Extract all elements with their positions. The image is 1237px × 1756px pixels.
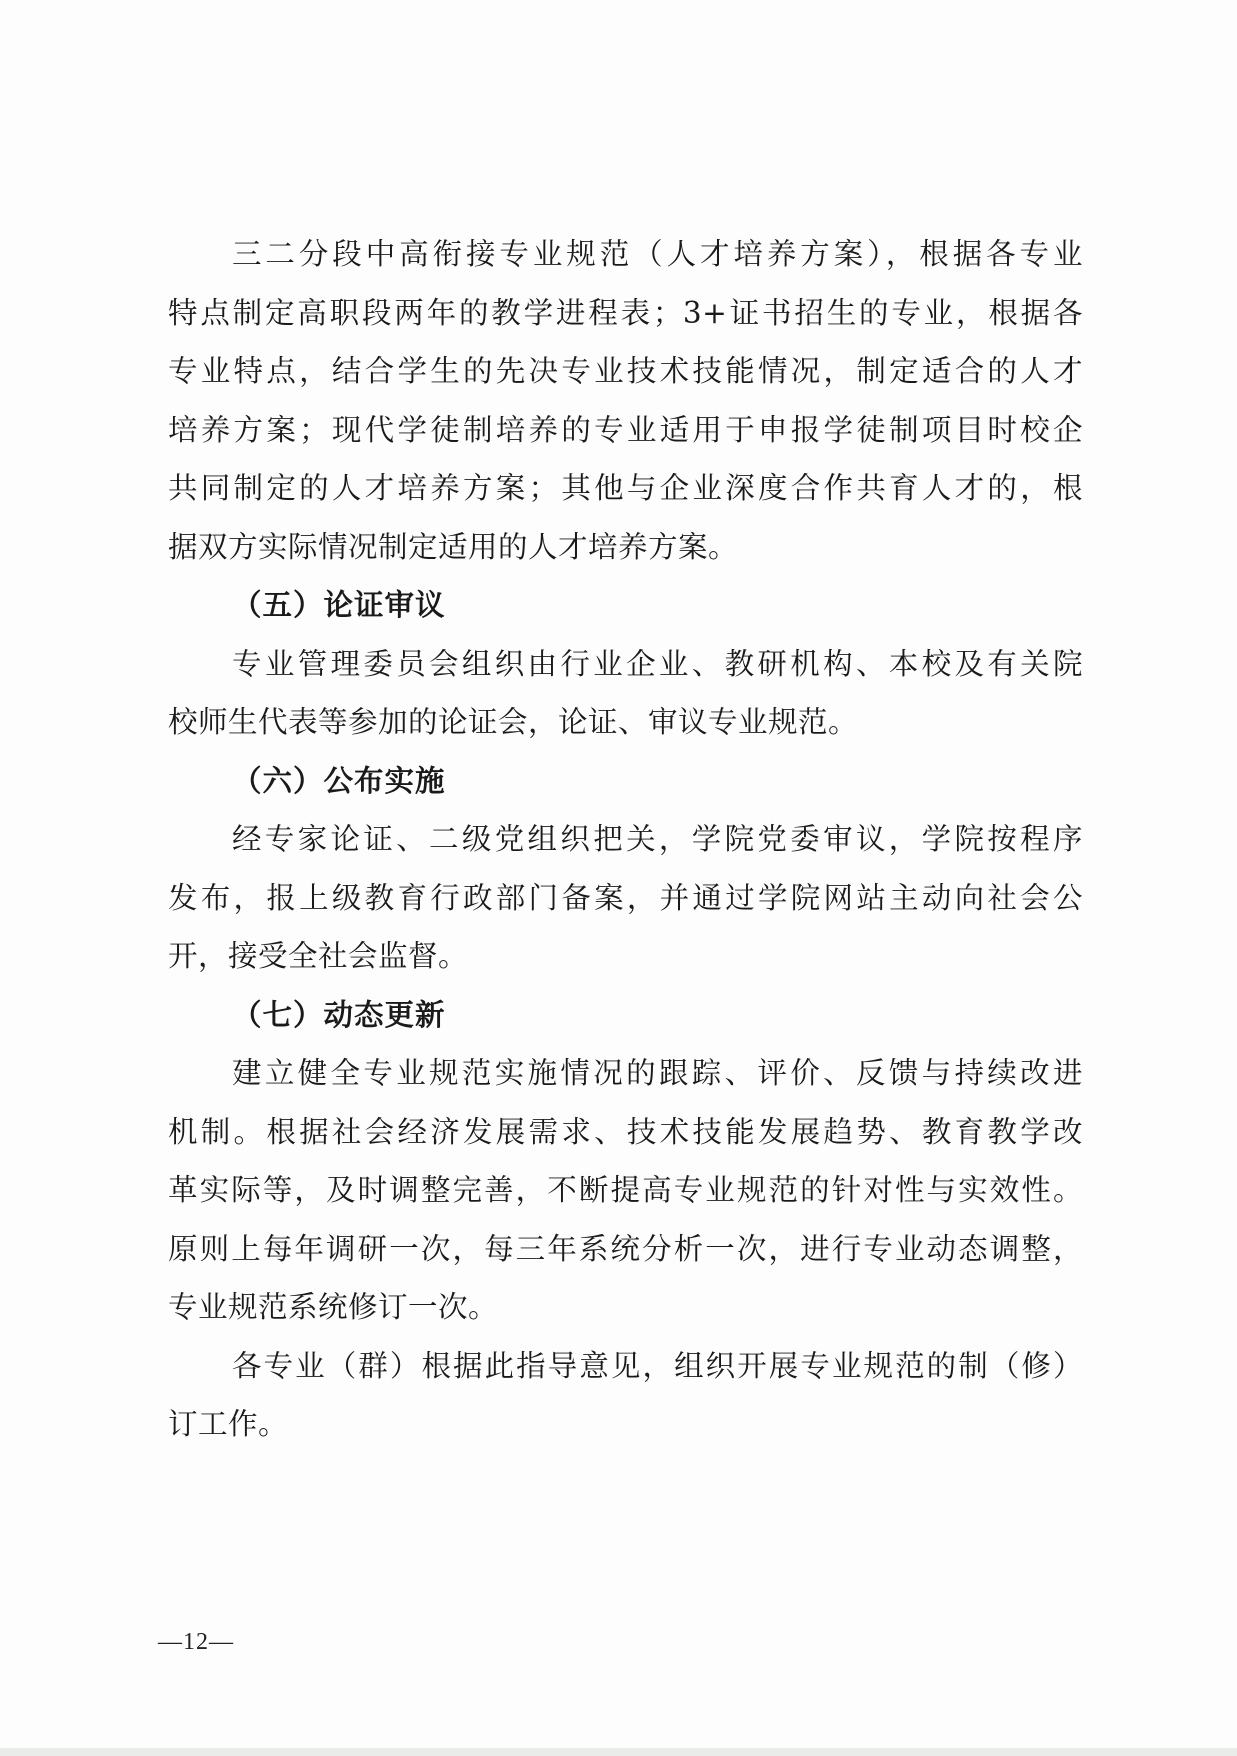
section-heading-5: （五）论证审议 — [232, 588, 446, 622]
paragraph-line: 订工作。 — [168, 1407, 289, 1441]
paragraph-line: 发布，报上级教育行政部门备案，并通过学院网站主动向社会公 — [168, 880, 1083, 915]
paragraph-line: 据双方实际情况制定适用的人才培养方案。 — [168, 529, 739, 564]
paragraph-line: 革实际等，及时调整完善，不断提高专业规范的针对性与实效性。 — [168, 1173, 1083, 1207]
paragraph-line: 经专家论证、二级党组织把关，学院党委审议，学院按程序 — [232, 822, 1083, 856]
paragraph-line: 特点制定高职段两年的教学进程表；3+证书招生的专业，根据各 — [168, 295, 1083, 330]
section-heading-7: （七）动态更新 — [232, 997, 446, 1032]
paragraph-line: 专业规范系统修订一次。 — [168, 1290, 499, 1324]
paragraph-line: 机制。根据社会经济发展需求、技术技能发展趋势、教育教学改 — [168, 1114, 1083, 1149]
paragraph-line: 共同制定的人才培养方案；其他与企业深度合作共育人才的，根 — [168, 471, 1083, 505]
paragraph-line: 原则上每年调研一次，每三年系统分析一次，进行专业动态调整， — [168, 1231, 1083, 1266]
document-body — [168, 225, 1083, 1454]
page-number: —12— — [158, 1629, 234, 1655]
paragraph-line: 培养方案；现代学徒制培养的专业适用于申报学徒制项目时校企 — [168, 412, 1083, 447]
paragraph-line: 开，接受全社会监督。 — [168, 939, 469, 973]
section-heading-6: （六）公布实施 — [232, 763, 446, 798]
paragraph-line: 三二分段中高衔接专业规范（人才培养方案），根据各专业 — [232, 237, 1083, 271]
paragraph-line: 建立健全专业规范实施情况的跟踪、评价、反馈与持续改进 — [232, 1056, 1083, 1090]
scan-edge — [0, 1748, 1237, 1756]
paragraph-line: 各专业（群）根据此指导意见，组织开展专业规范的制（修） — [232, 1348, 1083, 1383]
paragraph-line: 专业管理委员会组织由行业企业、教研机构、本校及有关院 — [232, 646, 1083, 681]
paragraph-line: 校师生代表等参加的论证会，论证、审议专业规范。 — [168, 705, 859, 739]
paragraph-line: 专业特点，结合学生的先决专业技术技能情况，制定适合的人才 — [168, 354, 1083, 388]
